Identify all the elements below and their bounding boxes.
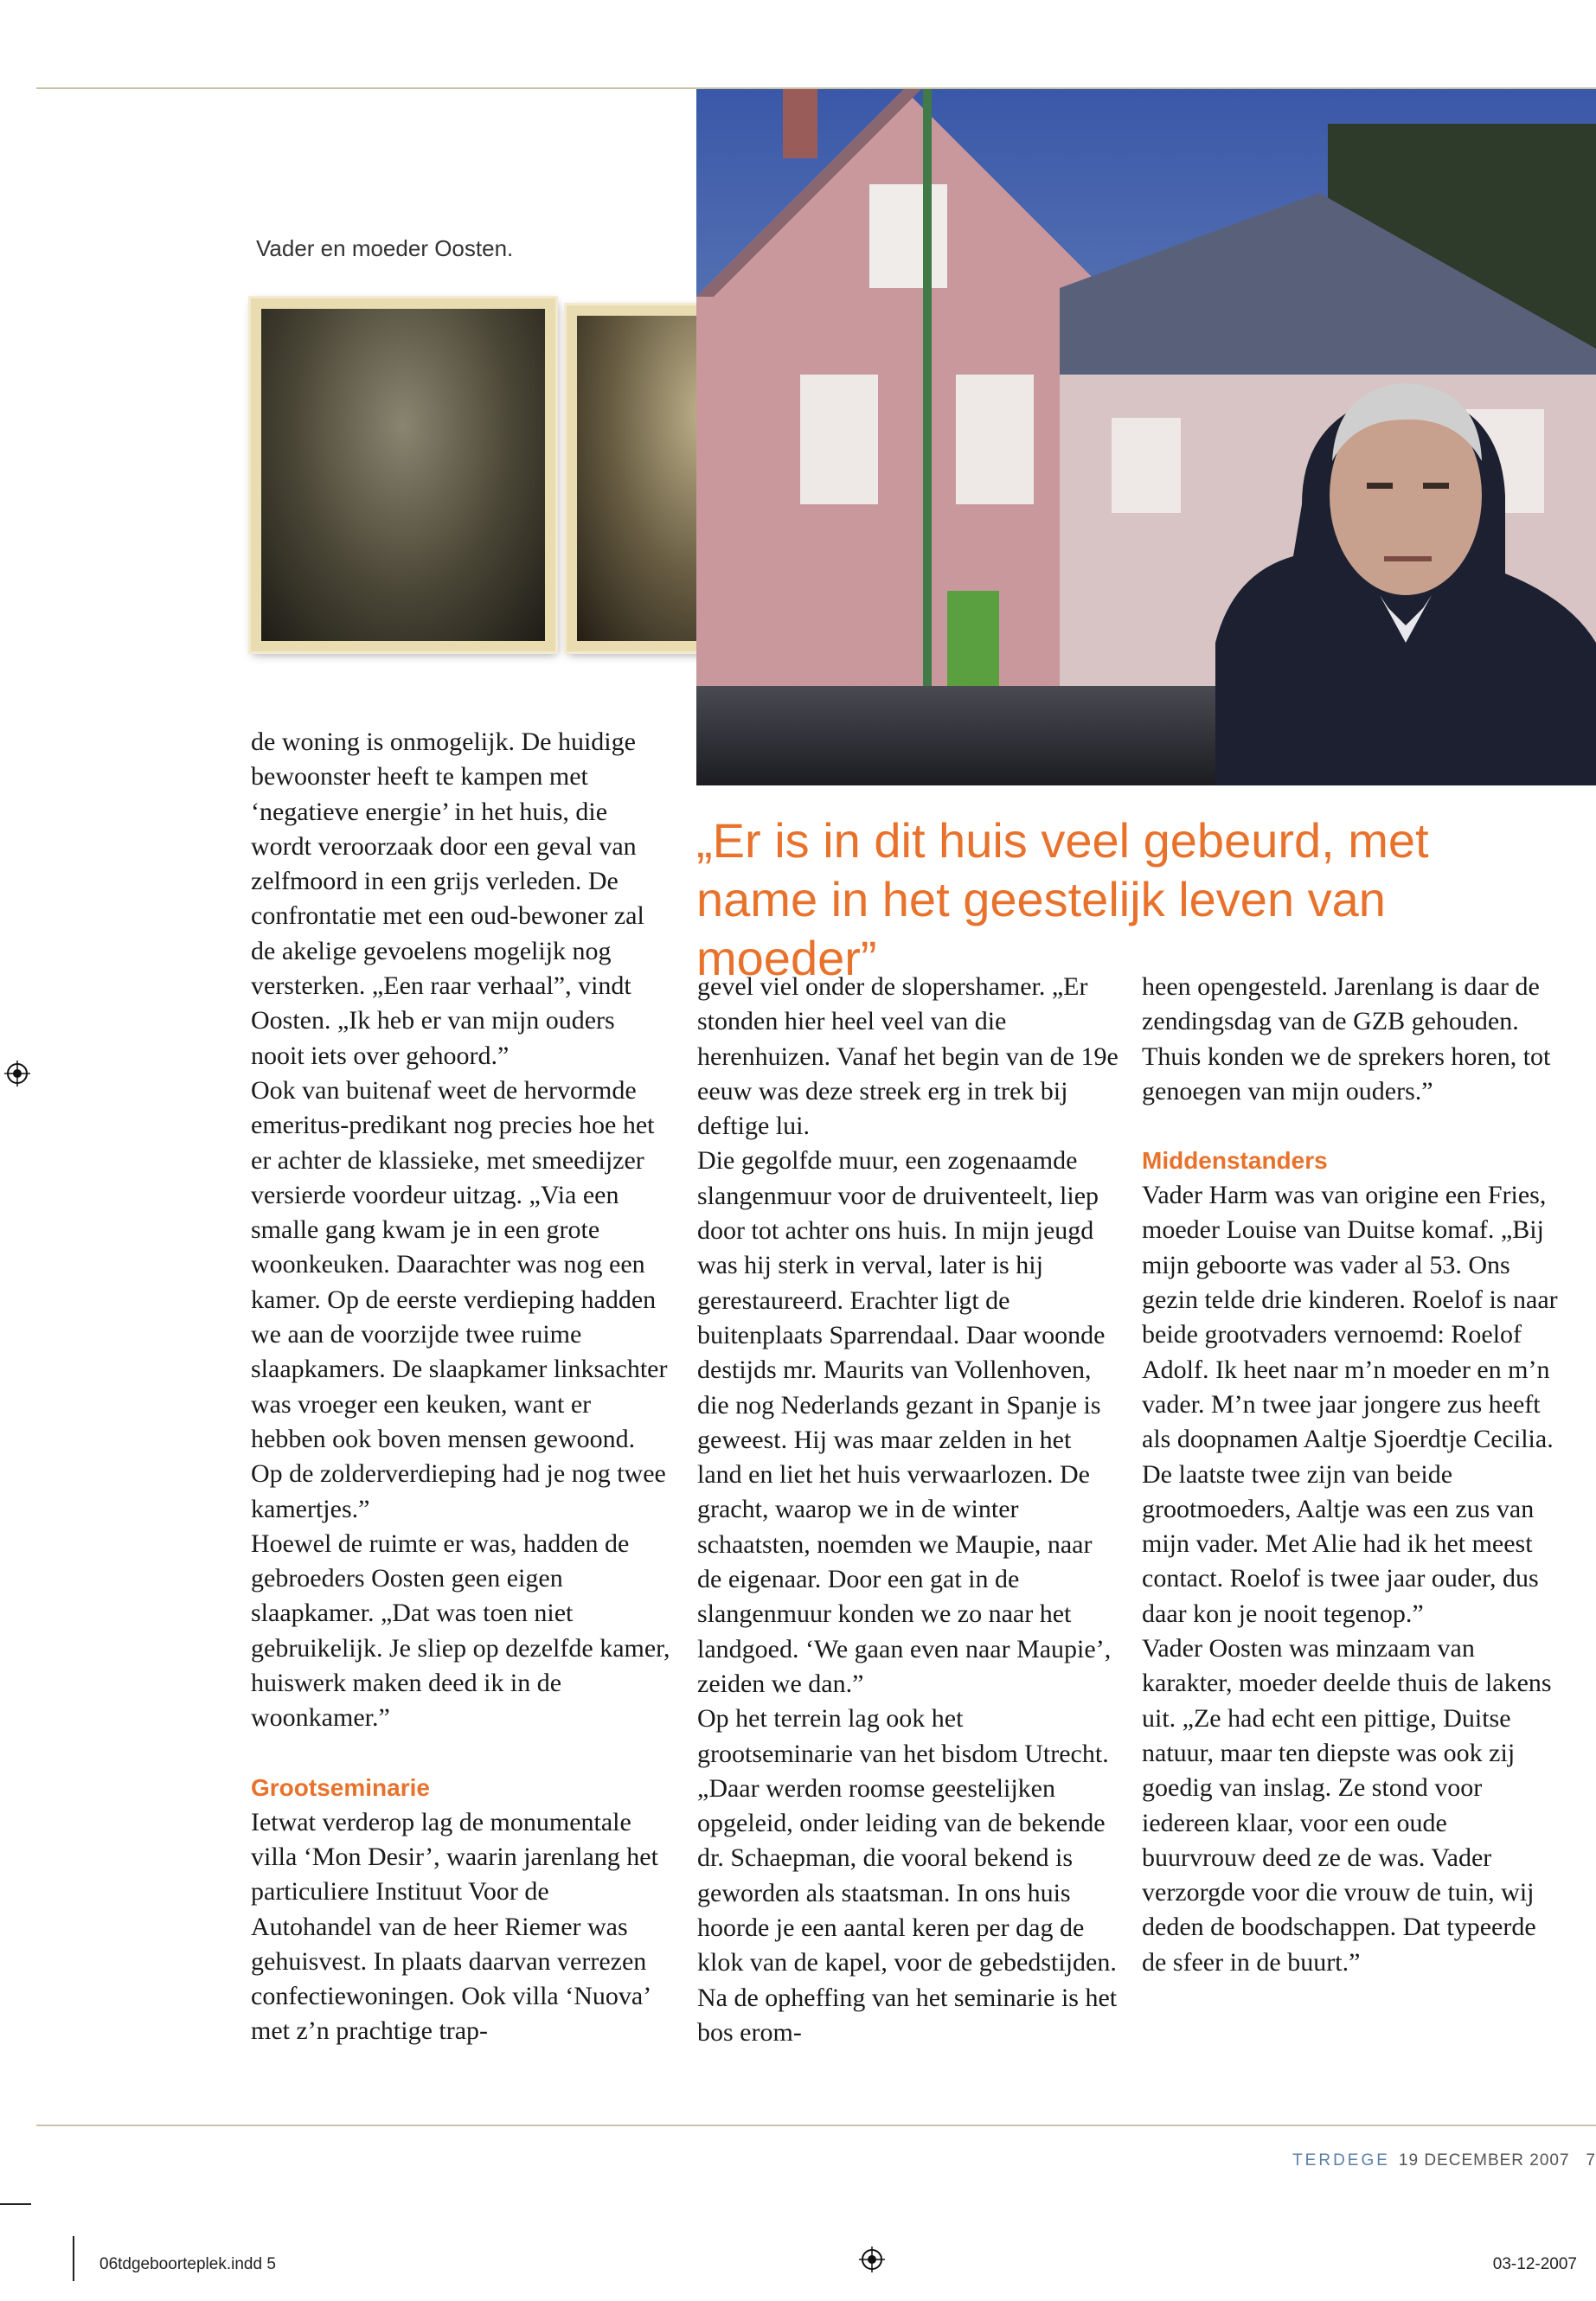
page-number: 7 xyxy=(1586,2151,1596,2170)
paragraph: gevel viel onder de slopershamer. „Er stonden hier heel veel van die herenhuizen. Vanaf het begin van de 19e eeuw was deze streek erg in trek bij deftige lui. xyxy=(697,972,1118,1141)
page-footer xyxy=(1292,2151,1596,2170)
section-heading-middenstanders: Middenstanders xyxy=(1142,1147,1328,1175)
paragraph: Vader Oosten was minzaam van karakter, moeder deelde thuis de lakens uit. „Ze had echt een pittige, Duitse natuur, maar ten diepste was ook zij goedig van inslag. Ze stond voor iedereen klaar, voor een oude buurvrouw deed ze de was. Vader verzorgde voor die vrouw de tuin, wij deden de boodschappen. Dat typeerde de sfeer in de buurt.” xyxy=(1142,1634,1552,1977)
issue-date: 19 DECEMBER 2007 xyxy=(1398,2151,1570,2170)
paragraph: heen opengesteld. Jarenlang is daar de zendingsdag van de GZB gehouden. Thuis konden we de sprekers horen, tot genoegen van mijn ouders.” xyxy=(1142,972,1551,1106)
registration-mark-icon xyxy=(4,1061,30,1086)
registration-mark-icon xyxy=(859,2247,885,2272)
magazine-name: TERDEGE xyxy=(1292,2151,1390,2170)
father-portrait-photo xyxy=(251,298,555,651)
paragraph: Hoewel de ruimte er was, hadden de gebroeders Oosten geen eigen slaapkamer. „Dat was toen niet gebruikelijk. Je sliep op dezelfde kamer, huiswerk maken deed ik in de woonkamer.” xyxy=(251,1529,670,1733)
paragraph: Op het terrein lag ook het grootseminarie van het bisdom Utrecht. „Daar werden roomse geestelijken opgeleid, onder leiding van de bekende dr. Schaepman, die vooral bekend is geworden als staatsman. In ons huis hoorde je een aantal keren per dag de klok van de kapel, voor de gebedstijden. Na de opheffing van het seminarie is het bos erom- xyxy=(697,1704,1118,2047)
paragraph: Ietwat verderop lag de monumentale villa ‘Mon Desir’, waarin jarenlang het particuliere Instituut Voor de Autohandel van de heer Riemer was gehuisvest. In plaats daarvan verrezen confectiewoningen. Ook villa ‘Nuova’ met z’n prachtige trap- xyxy=(251,1807,658,2046)
section-heading-grootseminarie: Grootseminarie xyxy=(251,1773,430,1801)
paragraph: Ook van buitenaf weet de hervormde emeritus-predikant nog precies hoe het er achter de klassieke, met smeedijzer versierde voordeur uitzag. „Via een smalle gang kwam je in een grote woonkeuken. Daarachter was nog een kamer. Op de eerste verdieping hadden we aan de voorzijde twee ruime slaapkamers. De slaapkamer linksachter was vroeger een keuken, want er hebben ook boven mensen gewoond. Op de zolderverdieping had je nog twee kamertjes.” xyxy=(251,1075,668,1523)
paragraph: Die gegolfde muur, een zogenaamde slangenmuur voor de druiventeelt, liep door tot achter ons huis. In mijn jeugd was hij sterk in verval, later is hij gerestaureerd. Erachter ligt de buitenplaats Sparrendaal. Daar woonde destijds mr. Maurits van Vollenhoven, die nog Nederlands gezant in Spanje is geweest. Hij was maar zelden in het land en liet het huis verwaarlozen. De gracht, waarop we in de winter schaatsten, noemden we Maupie, naar de eigenaar. Door een gat in de slangenmuur konden we zo naar het landgoed. ‘We gaan even naar Maupie’, zeiden we dan.” xyxy=(697,1146,1112,1698)
bottom-rule xyxy=(36,2125,1596,2126)
article-column-3 xyxy=(1142,970,1566,1980)
article-column-1 xyxy=(251,725,670,2049)
crop-mark xyxy=(73,2236,74,2281)
slug-date: 03-12-2007 xyxy=(1492,2255,1577,2273)
crop-mark xyxy=(0,2203,31,2205)
slug-filename: 06tdgeboorteplek.indd 5 xyxy=(99,2255,276,2273)
article-column-2 xyxy=(697,970,1121,2050)
photo-caption: Vader en moeder Oosten. xyxy=(256,235,514,261)
paragraph: de woning is onmogelijk. De huidige bewoonster heeft te kampen met ‘negatieve energie’ in het huis, die wordt veroorzaak door een geval van zelfmoord in een grijs verleden. De confrontatie met een oud-bewoner zal de akelige gevoelens mogelijk nog versterken. „Een raar verhaal”, vindt Oosten. „Ik heb er van mijn ouders nooit iets over gehoord.” xyxy=(251,727,644,1070)
house-photo xyxy=(696,89,1596,785)
pull-quote: „Er is in dit huis veel gebeurd, met name in het geestelijk leven van moeder” xyxy=(696,813,1429,985)
paragraph: Vader Harm was van origine een Fries, moeder Louise van Duitse komaf. „Bij mijn geboorte was vader al 53. Ons gezin telde drie kinderen. Roelof is naar beide grootvaders vernoemd: Roelof Adolf. Ik heet naar m’n moeder en m’n vader. M’n twee jaar jongere zus heeft als doopnamen Aaltje Sjoerdtje Cecilia. De laatste twee zijn van beide grootmoeders, Aaltje was een zus van mijn vader. Met Alie had ik het meest contact. Roelof is twee jaar ouder, dus daar kon je nooit tegenop.” xyxy=(1142,1181,1558,1628)
